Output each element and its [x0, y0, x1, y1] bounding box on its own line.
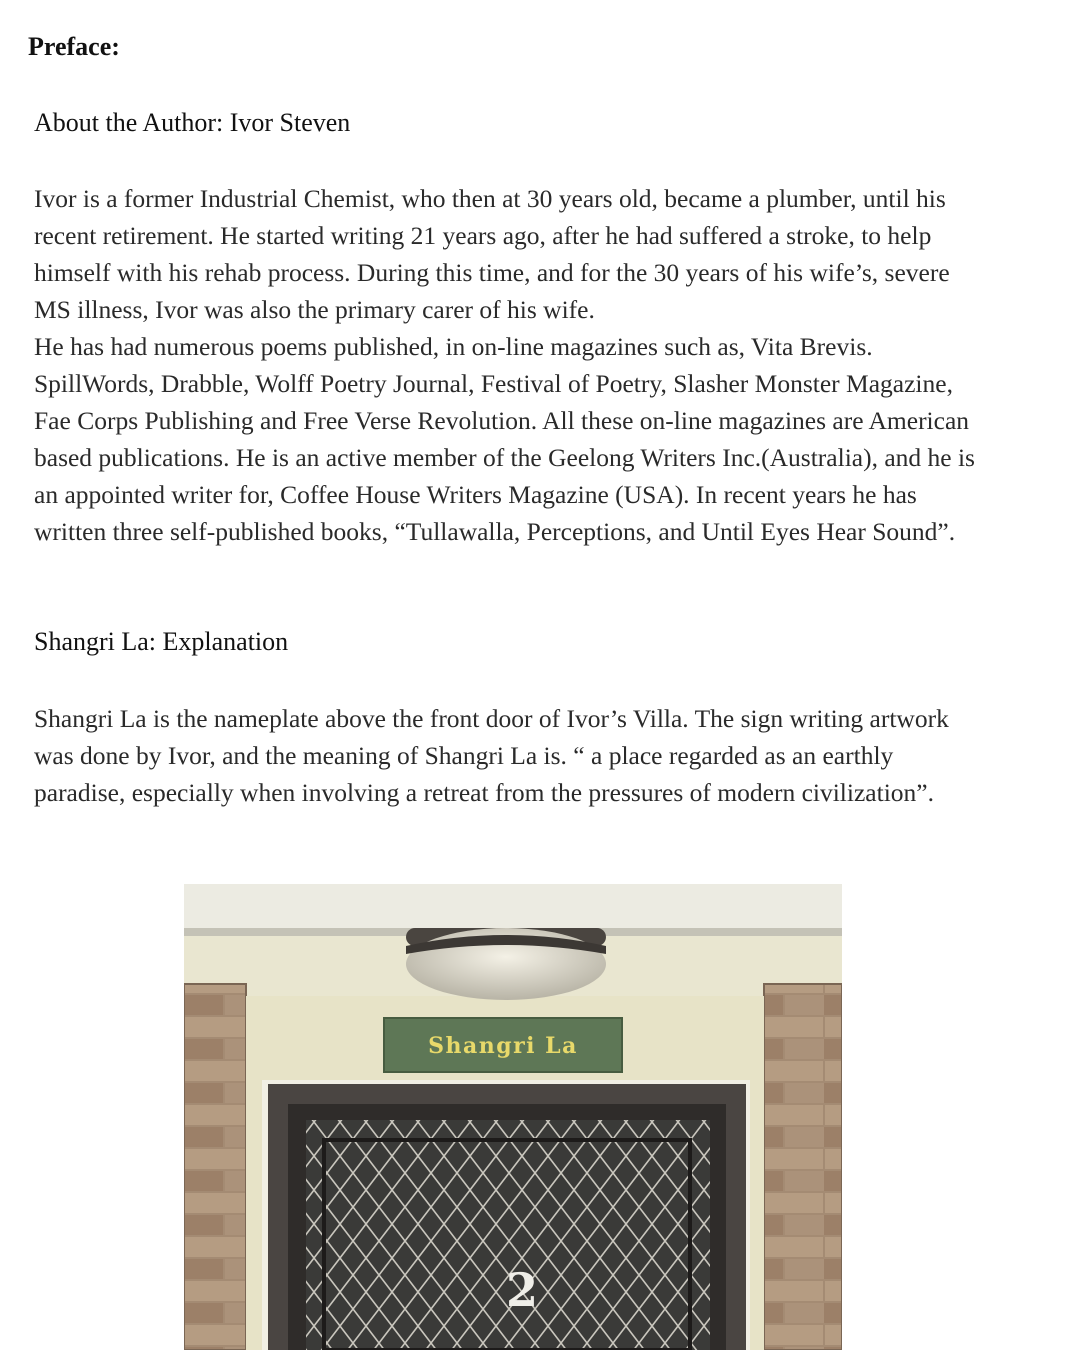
- nameplate-text: Shangri La: [428, 1033, 578, 1059]
- about-line: written three self-published books, “Tullawalla, Perceptions, and Until Eyes Hear Sound”.: [34, 517, 956, 546]
- shangri-la-paragraph: [34, 700, 1074, 811]
- door-number: 2: [505, 1263, 539, 1317]
- shangri-la-heading: Shangri La: Explanation: [34, 627, 289, 656]
- about-line: MS illness, Ivor was also the primary carer of his wife.: [34, 295, 595, 324]
- about-line: himself with his rehab process. During this time, and for the 30 years of his wife’s, severe: [34, 258, 950, 287]
- shangri-line: paradise, especially when involving a retreat from the pressures of modern civilization”.: [34, 778, 934, 807]
- about-line: Ivor is a former Industrial Chemist, who then at 30 years old, became a plumber, until his: [34, 184, 946, 213]
- ceiling-shape: [184, 884, 842, 932]
- about-line: He has had numerous poems published, in on-line magazines such as, Vita Brevis.: [34, 332, 873, 361]
- shangri-line: was done by Ivor, and the meaning of Shangri La is. “ a place regarded as an earthly: [34, 741, 894, 770]
- about-author-paragraph: [34, 180, 1074, 550]
- front-door-photo: [184, 884, 842, 1350]
- shangri-line: Shangri La is the nameplate above the front door of Ivor’s Villa. The sign writing artwork: [34, 704, 949, 733]
- about-line: SpillWords, Drabble, Wolff Poetry Journal, Festival of Poetry, Slasher Monster Magazine,: [34, 369, 953, 398]
- right-brick-wall: [764, 984, 842, 1350]
- about-line: an appointed writer for, Coffee House Writers Magazine (USA). In recent years he has: [34, 480, 917, 509]
- about-author-heading: About the Author: Ivor Steven: [34, 108, 351, 137]
- about-line: Fae Corps Publishing and Free Verse Revolution. All these on-line magazines are American: [34, 406, 970, 435]
- preface-title: Preface:: [28, 32, 120, 61]
- left-brick-wall: [184, 984, 246, 1350]
- about-line: based publications. He is an active member of the Geelong Writers Inc.(Australia), and he is: [34, 443, 975, 472]
- about-line: recent retirement. He started writing 21 years ago, after he had suffered a stroke, to help: [34, 221, 932, 250]
